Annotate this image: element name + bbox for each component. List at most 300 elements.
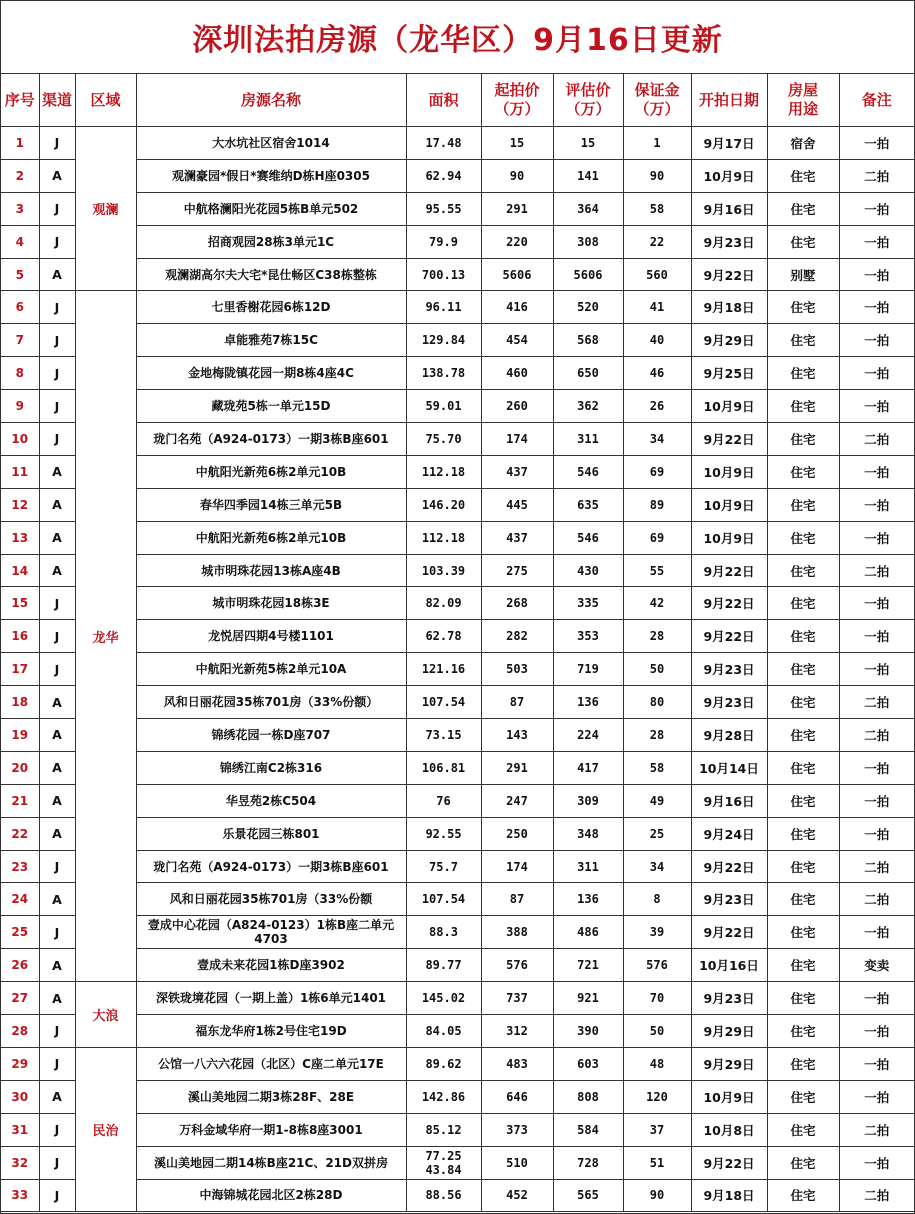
cell-note: 二拍 (839, 719, 914, 752)
cell-start-price: 220 (481, 225, 553, 258)
cell-channel: A (39, 883, 75, 916)
cell-start-price: 174 (481, 423, 553, 456)
cell-channel: J (39, 1113, 75, 1146)
cell-eval-price: 348 (553, 817, 623, 850)
cell-note: 二拍 (839, 1179, 914, 1212)
cell-usage: 住宅 (767, 620, 839, 653)
cell-deposit: 576 (623, 949, 691, 982)
table-row (1, 554, 914, 587)
cell-note: 二拍 (839, 883, 914, 916)
cell-start-price: 445 (481, 488, 553, 521)
cell-deposit: 89 (623, 488, 691, 521)
cell-start-price: 437 (481, 521, 553, 554)
cell-property-name: 龙悦居四期4号楼1101 (136, 620, 406, 653)
cell-date: 10月9日 (691, 488, 767, 521)
cell-seq: 18 (1, 686, 39, 719)
cell-note: 一拍 (839, 127, 914, 160)
cell-area: 75.70 (406, 423, 481, 456)
cell-deposit: 55 (623, 554, 691, 587)
cell-channel: J (39, 324, 75, 357)
cell-region: 龙华 (75, 291, 136, 982)
cell-usage: 住宅 (767, 883, 839, 916)
cell-area: 146.20 (406, 488, 481, 521)
cell-usage: 住宅 (767, 390, 839, 423)
header-col-area: 面积 (406, 74, 481, 127)
cell-eval-price: 335 (553, 587, 623, 620)
cell-seq: 2 (1, 159, 39, 192)
cell-usage: 住宅 (767, 587, 839, 620)
cell-deposit: 50 (623, 1015, 691, 1048)
cell-start-price: 437 (481, 455, 553, 488)
cell-area: 88.56 (406, 1179, 481, 1212)
cell-start-price: 503 (481, 653, 553, 686)
cell-note: 二拍 (839, 423, 914, 456)
cell-date: 10月16日 (691, 949, 767, 982)
cell-deposit: 48 (623, 1047, 691, 1080)
cell-usage: 住宅 (767, 488, 839, 521)
cell-property-name: 藏珑苑5栋一单元15D (136, 390, 406, 423)
cell-eval-price: 390 (553, 1015, 623, 1048)
cell-seq: 8 (1, 357, 39, 390)
cell-property-name: 城市明珠花园18栋3E (136, 587, 406, 620)
table-row (1, 686, 914, 719)
cell-note: 一拍 (839, 587, 914, 620)
cell-date: 9月22日 (691, 554, 767, 587)
cell-start-price: 143 (481, 719, 553, 752)
cell-seq: 13 (1, 521, 39, 554)
cell-usage: 住宅 (767, 719, 839, 752)
cell-deposit: 50 (623, 653, 691, 686)
cell-property-name: 风和日丽花园35栋701房（33%份额 (136, 883, 406, 916)
cell-note: 一拍 (839, 225, 914, 258)
cell-area: 79.9 (406, 225, 481, 258)
cell-deposit: 51 (623, 1146, 691, 1179)
page-title: 深圳法拍房源（龙华区）9月16日更新 (1, 1, 914, 74)
cell-area: 121.16 (406, 653, 481, 686)
cell-eval-price: 224 (553, 719, 623, 752)
table-row (1, 620, 914, 653)
cell-deposit: 41 (623, 291, 691, 324)
cell-channel: A (39, 817, 75, 850)
cell-deposit: 8 (623, 883, 691, 916)
table-row (1, 1047, 914, 1080)
cell-channel: J (39, 1015, 75, 1048)
cell-deposit: 28 (623, 620, 691, 653)
cell-deposit: 37 (623, 1113, 691, 1146)
cell-property-name: 招商观园28栋3单元1C (136, 225, 406, 258)
table-row (1, 192, 914, 225)
cell-seq: 29 (1, 1047, 39, 1080)
table-row (1, 949, 914, 982)
cell-date: 9月22日 (691, 916, 767, 949)
cell-note: 一拍 (839, 653, 914, 686)
cell-area: 106.81 (406, 751, 481, 784)
cell-start-price: 291 (481, 751, 553, 784)
cell-region: 观澜 (75, 127, 136, 291)
cell-usage: 住宅 (767, 159, 839, 192)
cell-area: 89.62 (406, 1047, 481, 1080)
cell-date: 9月22日 (691, 1146, 767, 1179)
cell-usage: 住宅 (767, 324, 839, 357)
cell-usage: 住宅 (767, 1015, 839, 1048)
cell-note: 二拍 (839, 1113, 914, 1146)
cell-date: 9月17日 (691, 127, 767, 160)
cell-note: 一拍 (839, 324, 914, 357)
cell-eval-price: 136 (553, 686, 623, 719)
cell-date: 9月22日 (691, 587, 767, 620)
table-row (1, 159, 914, 192)
cell-deposit: 1 (623, 127, 691, 160)
cell-area: 129.84 (406, 324, 481, 357)
cell-eval-price: 565 (553, 1179, 623, 1212)
cell-usage: 住宅 (767, 949, 839, 982)
cell-date: 9月18日 (691, 291, 767, 324)
header-col-seq: 序号 (1, 74, 39, 127)
cell-date: 9月23日 (691, 686, 767, 719)
cell-property-name: 乐景花园三栋801 (136, 817, 406, 850)
table-row (1, 423, 914, 456)
cell-eval-price: 308 (553, 225, 623, 258)
cell-date: 9月24日 (691, 817, 767, 850)
cell-seq: 21 (1, 784, 39, 817)
cell-property-name: 风和日丽花园35栋701房（33%份额） (136, 686, 406, 719)
cell-note: 一拍 (839, 390, 914, 423)
cell-start-price: 452 (481, 1179, 553, 1212)
cell-property-name: 大水坑社区宿舍1014 (136, 127, 406, 160)
cell-start-price: 454 (481, 324, 553, 357)
cell-start-price: 282 (481, 620, 553, 653)
cell-deposit: 120 (623, 1080, 691, 1113)
cell-eval-price: 603 (553, 1047, 623, 1080)
cell-area: 112.18 (406, 455, 481, 488)
cell-channel: A (39, 1080, 75, 1113)
cell-seq: 9 (1, 390, 39, 423)
cell-region: 民治 (75, 1047, 136, 1211)
cell-start-price: 388 (481, 916, 553, 949)
cell-area: 89.77 (406, 949, 481, 982)
cell-property-name: 春华四季园14栋三单元5B (136, 488, 406, 521)
cell-seq: 7 (1, 324, 39, 357)
cell-property-name: 锦绣花园一栋D座707 (136, 719, 406, 752)
cell-usage: 住宅 (767, 784, 839, 817)
cell-seq: 16 (1, 620, 39, 653)
cell-deposit: 40 (623, 324, 691, 357)
cell-property-name: 七里香榭花园6栋12D (136, 291, 406, 324)
cell-deposit: 58 (623, 192, 691, 225)
cell-property-name: 中航格澜阳光花园5栋B单元502 (136, 192, 406, 225)
cell-seq: 33 (1, 1179, 39, 1212)
cell-note: 一拍 (839, 982, 914, 1015)
cell-usage: 住宅 (767, 686, 839, 719)
cell-property-name: 深铁珑境花园（一期上盖）1栋6单元1401 (136, 982, 406, 1015)
cell-start-price: 483 (481, 1047, 553, 1080)
cell-note: 一拍 (839, 258, 914, 291)
cell-usage: 住宅 (767, 357, 839, 390)
cell-note: 一拍 (839, 357, 914, 390)
cell-usage: 住宅 (767, 521, 839, 554)
cell-note: 一拍 (839, 488, 914, 521)
cell-area: 62.78 (406, 620, 481, 653)
cell-area: 112.18 (406, 521, 481, 554)
cell-eval-price: 921 (553, 982, 623, 1015)
cell-note: 二拍 (839, 159, 914, 192)
cell-usage: 住宅 (767, 423, 839, 456)
table-row (1, 817, 914, 850)
table-row (1, 1113, 914, 1146)
cell-date: 9月23日 (691, 653, 767, 686)
cell-channel: J (39, 587, 75, 620)
cell-property-name: 溪山美地园二期3栋28F、28E (136, 1080, 406, 1113)
cell-area: 142.86 (406, 1080, 481, 1113)
cell-note: 二拍 (839, 850, 914, 883)
cell-start-price: 5606 (481, 258, 553, 291)
cell-deposit: 25 (623, 817, 691, 850)
cell-eval-price: 635 (553, 488, 623, 521)
cell-channel: A (39, 258, 75, 291)
table-row (1, 653, 914, 686)
cell-date: 9月22日 (691, 423, 767, 456)
header-col-deposit: 保证金 （万） (623, 74, 691, 127)
cell-seq: 11 (1, 455, 39, 488)
cell-note: 一拍 (839, 1015, 914, 1048)
cell-date: 9月22日 (691, 258, 767, 291)
listing-table (1, 74, 914, 1212)
cell-property-name: 城市明珠花园13栋A座4B (136, 554, 406, 587)
cell-channel: A (39, 686, 75, 719)
cell-seq: 4 (1, 225, 39, 258)
cell-date: 10月9日 (691, 521, 767, 554)
cell-seq: 23 (1, 850, 39, 883)
header-col-note: 备注 (839, 74, 914, 127)
cell-deposit: 22 (623, 225, 691, 258)
cell-eval-price: 650 (553, 357, 623, 390)
cell-deposit: 70 (623, 982, 691, 1015)
cell-date: 10月9日 (691, 1080, 767, 1113)
cell-property-name: 万科金域华府一期1-8栋8座3001 (136, 1113, 406, 1146)
table-row (1, 1080, 914, 1113)
cell-date: 10月9日 (691, 159, 767, 192)
cell-note: 一拍 (839, 620, 914, 653)
cell-area: 77.25 43.84 (406, 1146, 481, 1179)
cell-channel: A (39, 521, 75, 554)
table-row (1, 1146, 914, 1179)
cell-date: 9月18日 (691, 1179, 767, 1212)
cell-property-name: 卓能雅苑7栋15C (136, 324, 406, 357)
cell-date: 9月22日 (691, 620, 767, 653)
cell-eval-price: 15 (553, 127, 623, 160)
cell-date: 9月23日 (691, 225, 767, 258)
cell-usage: 住宅 (767, 916, 839, 949)
cell-start-price: 15 (481, 127, 553, 160)
cell-channel: J (39, 291, 75, 324)
cell-note: 一拍 (839, 521, 914, 554)
cell-channel: A (39, 982, 75, 1015)
cell-channel: J (39, 620, 75, 653)
cell-eval-price: 568 (553, 324, 623, 357)
cell-property-name: 中海锦城花园北区2栋28D (136, 1179, 406, 1212)
cell-start-price: 312 (481, 1015, 553, 1048)
cell-usage: 住宅 (767, 291, 839, 324)
cell-deposit: 58 (623, 751, 691, 784)
cell-start-price: 275 (481, 554, 553, 587)
cell-channel: A (39, 949, 75, 982)
cell-eval-price: 719 (553, 653, 623, 686)
cell-channel: J (39, 225, 75, 258)
cell-property-name: 中航阳光新苑6栋2单元10B (136, 455, 406, 488)
cell-property-name: 金地梅陇镇花园一期8栋4座4C (136, 357, 406, 390)
cell-channel: J (39, 1179, 75, 1212)
table-row (1, 127, 914, 160)
cell-date: 10月9日 (691, 390, 767, 423)
header-row (1, 74, 914, 127)
cell-date: 10月9日 (691, 455, 767, 488)
cell-deposit: 69 (623, 521, 691, 554)
table-row (1, 587, 914, 620)
cell-eval-price: 364 (553, 192, 623, 225)
cell-property-name: 中航阳光新苑5栋2单元10A (136, 653, 406, 686)
table-row (1, 751, 914, 784)
cell-channel: A (39, 784, 75, 817)
cell-area: 85.12 (406, 1113, 481, 1146)
cell-eval-price: 584 (553, 1113, 623, 1146)
cell-eval-price: 311 (553, 423, 623, 456)
cell-channel: J (39, 916, 75, 949)
cell-note: 一拍 (839, 291, 914, 324)
cell-eval-price: 353 (553, 620, 623, 653)
cell-usage: 住宅 (767, 1146, 839, 1179)
cell-seq: 30 (1, 1080, 39, 1113)
cell-area: 84.05 (406, 1015, 481, 1048)
cell-eval-price: 486 (553, 916, 623, 949)
cell-date: 9月29日 (691, 324, 767, 357)
cell-area: 138.78 (406, 357, 481, 390)
cell-note: 一拍 (839, 455, 914, 488)
cell-property-name: 公馆一八六六花园（北区）C座二单元17E (136, 1047, 406, 1080)
cell-property-name: 观澜豪园*假日*赛维纳D栋H座0305 (136, 159, 406, 192)
cell-usage: 住宅 (767, 817, 839, 850)
cell-channel: J (39, 357, 75, 390)
cell-area: 62.94 (406, 159, 481, 192)
cell-deposit: 90 (623, 1179, 691, 1212)
cell-deposit: 42 (623, 587, 691, 620)
cell-seq: 32 (1, 1146, 39, 1179)
cell-deposit: 26 (623, 390, 691, 423)
cell-usage: 宿舍 (767, 127, 839, 160)
cell-date: 9月16日 (691, 784, 767, 817)
table-row (1, 521, 914, 554)
cell-start-price: 291 (481, 192, 553, 225)
cell-usage: 住宅 (767, 1080, 839, 1113)
cell-start-price: 90 (481, 159, 553, 192)
table-row (1, 719, 914, 752)
cell-date: 10月14日 (691, 751, 767, 784)
cell-seq: 31 (1, 1113, 39, 1146)
cell-eval-price: 362 (553, 390, 623, 423)
table-row (1, 225, 914, 258)
table-row (1, 488, 914, 521)
cell-channel: J (39, 1146, 75, 1179)
cell-note: 二拍 (839, 554, 914, 587)
cell-seq: 3 (1, 192, 39, 225)
table-row (1, 1015, 914, 1048)
cell-date: 9月16日 (691, 192, 767, 225)
cell-seq: 17 (1, 653, 39, 686)
cell-area: 95.55 (406, 192, 481, 225)
cell-deposit: 28 (623, 719, 691, 752)
cell-region: 大浪 (75, 982, 136, 1048)
cell-eval-price: 546 (553, 455, 623, 488)
cell-eval-price: 721 (553, 949, 623, 982)
table-row (1, 357, 914, 390)
cell-date: 9月25日 (691, 357, 767, 390)
cell-start-price: 576 (481, 949, 553, 982)
cell-seq: 26 (1, 949, 39, 982)
cell-start-price: 268 (481, 587, 553, 620)
cell-note: 二拍 (839, 686, 914, 719)
cell-note: 一拍 (839, 916, 914, 949)
cell-note: 一拍 (839, 1047, 914, 1080)
table-row (1, 1179, 914, 1212)
cell-seq: 1 (1, 127, 39, 160)
cell-deposit: 34 (623, 850, 691, 883)
table-row (1, 982, 914, 1015)
cell-seq: 24 (1, 883, 39, 916)
cell-usage: 住宅 (767, 225, 839, 258)
cell-seq: 10 (1, 423, 39, 456)
table-row (1, 324, 914, 357)
cell-seq: 12 (1, 488, 39, 521)
cell-deposit: 49 (623, 784, 691, 817)
cell-area: 17.48 (406, 127, 481, 160)
cell-start-price: 174 (481, 850, 553, 883)
cell-seq: 25 (1, 916, 39, 949)
cell-start-price: 87 (481, 883, 553, 916)
cell-area: 82.09 (406, 587, 481, 620)
cell-property-name: 福东龙华府1栋2号住宅19D (136, 1015, 406, 1048)
table-row (1, 784, 914, 817)
cell-eval-price: 430 (553, 554, 623, 587)
cell-note: 一拍 (839, 784, 914, 817)
cell-seq: 27 (1, 982, 39, 1015)
cell-usage: 住宅 (767, 982, 839, 1015)
table-row (1, 883, 914, 916)
cell-deposit: 560 (623, 258, 691, 291)
header-col-name: 房源名称 (136, 74, 406, 127)
cell-deposit: 90 (623, 159, 691, 192)
cell-eval-price: 728 (553, 1146, 623, 1179)
cell-area: 75.7 (406, 850, 481, 883)
header-col-region: 区域 (75, 74, 136, 127)
cell-deposit: 80 (623, 686, 691, 719)
cell-channel: J (39, 423, 75, 456)
cell-channel: A (39, 455, 75, 488)
cell-eval-price: 5606 (553, 258, 623, 291)
table-row (1, 850, 914, 883)
table-row (1, 390, 914, 423)
cell-channel: J (39, 653, 75, 686)
header-col-usage: 房屋 用途 (767, 74, 839, 127)
cell-eval-price: 309 (553, 784, 623, 817)
cell-channel: J (39, 127, 75, 160)
cell-property-name: 珑门名苑（A924-0173）一期3栋B座601 (136, 423, 406, 456)
cell-channel: J (39, 192, 75, 225)
cell-start-price: 250 (481, 817, 553, 850)
cell-usage: 住宅 (767, 455, 839, 488)
cell-start-price: 416 (481, 291, 553, 324)
cell-note: 一拍 (839, 1080, 914, 1113)
cell-deposit: 34 (623, 423, 691, 456)
cell-area: 59.01 (406, 390, 481, 423)
